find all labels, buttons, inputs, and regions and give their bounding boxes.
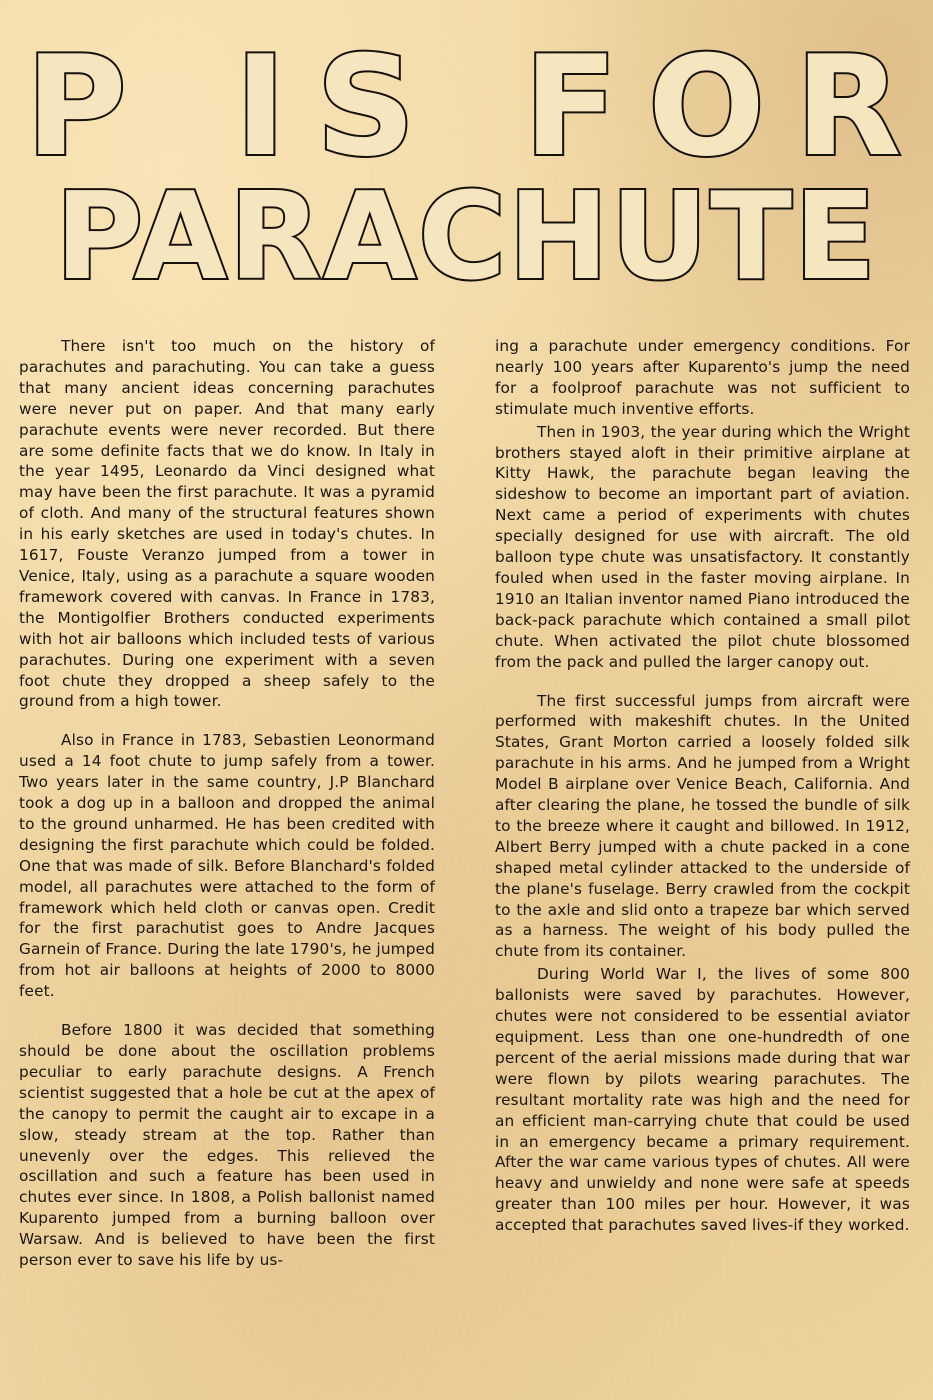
- paragraph-history-intro: There isn't too much on the history of parachutes and parachuting. You can take a guess that many ancient ideas concerning parachutes were never put on paper. And that many early parachute events were never recorded. But there are some definite facts that we do know. In Italy in the year 1495, Leonardo da Vinci designed what may have been the first parachute. It was a pyramid of cloth. And many of the structural features shown in his early sketches are used in today's chutes. In 1617, Fouste Veranzo jumped from a tower in Venice, Italy, using as a parachute a square wooden framework covered with canvas. In France in 1783, the Montigolfier Brothers conducted experiments with hot air balloons which included tests of various parachutes. During one experiment with a seven foot chute they dropped a sheep safely to the ground from a high tower.: [19, 337, 435, 711]
- paragraph-world-war-one: During World War I, the lives of some 800 ballonists were saved by parachutes. However, chutes were not considered to be essential aviator equipment. Less than one one-hundredth of one percent of the aerial missions made during that war were flown by pilots wearing parachutes. The resultant mortality rate was high and the need for an efficient man-carrying chute that could be used in an emergency became a primary requirement. After the war came various types of chutes. All were heavy and unwieldy and none were safe at speeds greater than 100 miles per hour. However, it was accepted that parachutes saved lives-if they worked.: [495, 965, 910, 1235]
- article-right-column: [495, 336, 910, 1254]
- paragraph-continued: ing a parachute under emergency conditions. For nearly 100 years after Kuparento's jump the need for a foolproof parachute was not sufficient to stimulate much inventive efforts.: [495, 337, 910, 418]
- paragraph-first-jumps: The first successful jumps from aircraft were performed with makeshift chutes. In the United States, Grant Morton carried a loosely folded silk parachute in his arms. And he jumped from a Wright Model B airplane over Venice Beach, California. And after clearing the plane, he tossed the bundle of silk to the breeze where it caught and billowed. In 1912, Albert Berry jumped with a chute packed in a cone shaped metal cylinder attacked to the underside of the plane's fuselage. Berry crawled from the cockpit to the axle and slid onto a trapeze bar which served as a harness. The weight of his body pulled the chute from its container.: [495, 691, 910, 961]
- title-line-1: P IS FOR: [25, 26, 932, 187]
- paragraph-oscillation: Before 1800 it was decided that something should be done about the oscillation problems peculiar to early parachute designs. A French scientist suggested that a hole be cut at the apex of the canopy to permit the caught air to excape in a slow, steady stream at the top. Rather than unevenly over the edges. This relieved the oscillation and such a feature has been used in chutes ever since. In 1808, a Polish ballonist named Kuparento jumped from a burning balloon over Warsaw. And is believed to have been the first person ever to save his life by us-: [19, 1021, 435, 1270]
- article-left-column: [19, 336, 435, 1289]
- paragraph-france-1783: Also in France in 1783, Sebastien Leonormand used a 14 foot chute to jump safely from a tower. Two years later in the same country, J.P Blanchard took a dog up in a balloon and dropped the animal to the ground unharmed. He has been credited with designing the first parachute which could be folded. One that was made of silk. Before Blanchard's folded model, all parachutes were attached to the form of framework which held cloth or canvas open. Credit for the first parachutist goes to Andre Jacques Garnein of France. During the late 1790's, he jumped from hot air balloons at heights of 2000 to 8000 feet.: [19, 731, 435, 1001]
- title-line-2: PARACHUTE: [55, 168, 878, 307]
- paragraph-wright-brothers: Then in 1903, the year during which the Wright brothers stayed aloft in their primitive airplane at Kitty Hawk, the parachute began leaving the sideshow to become an important part of aviation. Next came a period of experiments with chutes specially designed for use with aircraft. The old balloon type chute was unsatisfactory. It constantly fouled when used in the faster moving airplane. In 1910 an Italian inventor named Piano introduced the back-pack parachute which contained a small pilot chute. When activated the pilot chute blossomed from the pack and pulled the larger canopy out.: [495, 422, 910, 671]
